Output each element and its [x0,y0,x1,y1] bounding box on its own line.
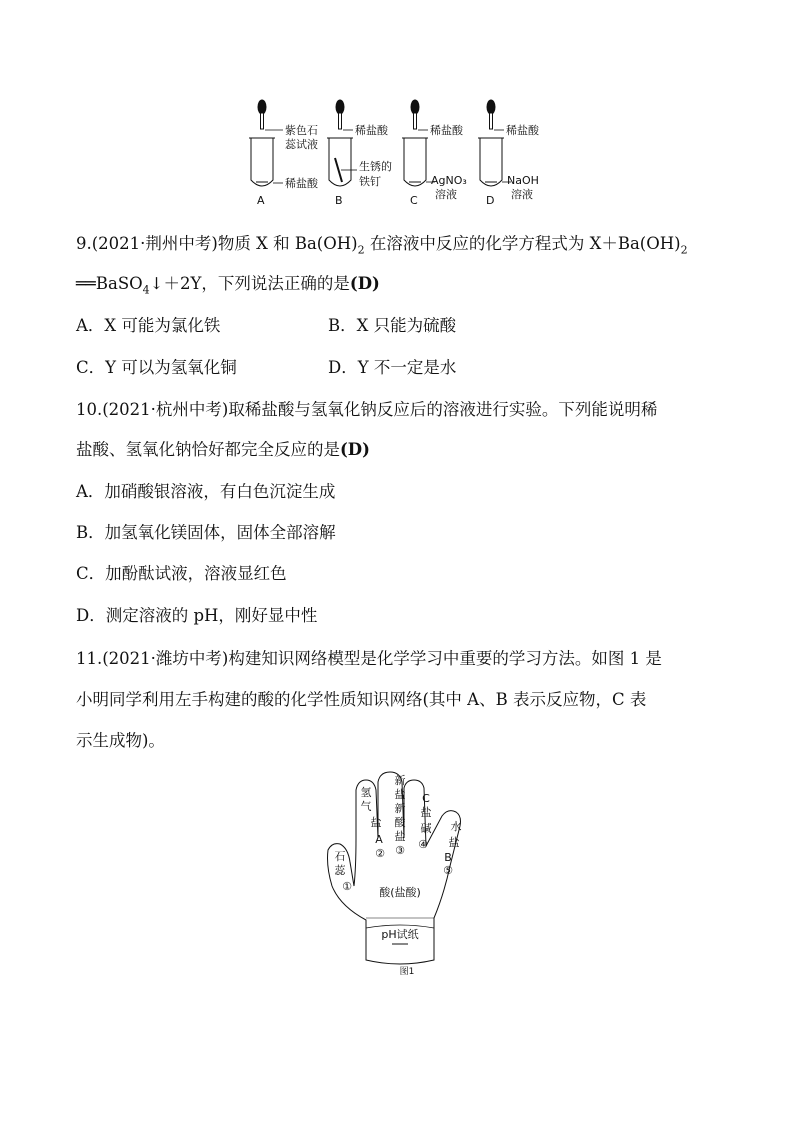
thumb-number: ① [342,880,352,893]
q11-line-2: 小明同学利用左手构建的酸的化学性质知识网络(其中 A、B 表示反应物，C 表 [76,690,647,709]
tube-d-bottom-label-1: NaOH [507,174,539,187]
pinky-label-1: 水 [450,820,462,833]
tube-d-letter: D [486,194,495,207]
middle-label-2: 盐 [394,788,406,801]
q10-line-1: 10.(2021·杭州中考)取稀盐酸与氢氧化钠反应后的溶液进行实验。下列能说明稀 [76,400,658,419]
figure-caption: 图1 [399,967,415,977]
q10-line-2 [76,438,370,462]
tube-d-bottom-label-2: 溶液 [511,188,533,201]
middle-label-1: 新 [394,774,406,787]
tube-b-dropper-icon [336,100,344,129]
ring-label-2: 盐 [420,806,432,819]
q9-option-c: C．Y 可以为氢氧化铜 [76,358,237,377]
q9-option-b: B．X 只能为硫酸 [328,316,457,335]
middle-label-3: 新 [394,802,406,815]
index-letter: A [375,833,383,846]
q10-option-a: A．加硝酸银溶液，有白色沉淀生成 [76,482,336,501]
q9-line-2 [76,272,380,302]
q9-line1-prefix: 9.(2021·荆州中考)物质 X 和 Ba(OH) [76,234,358,253]
q9-sub-3: 4 [142,283,150,297]
middle-number: ③ [395,844,405,857]
index-label-3: 盐 [370,816,382,829]
pinky-number: ⑤ [443,864,453,877]
thumb-label-1: 石 [334,850,346,863]
pinky-label-2: 盐 [448,836,460,849]
tube-a-top-label-1: 紫色石 [285,124,318,137]
middle-label-4: 酸 [394,816,406,829]
q10-line2-text: 盐酸、氢氧化钠恰好都完全反应的是 [76,440,340,459]
ring-label-1: C [422,792,430,805]
tube-c-bottom-label-2: 溶液 [435,188,457,201]
tube-b-mid-label-1: 生锈的 [359,160,392,173]
q9-sub-2: 2 [680,243,688,257]
tube-a-top-label-2: 蕊试液 [285,138,318,151]
tube-c-bottom-label-1: AgNO₃ [431,174,467,187]
index-number: ② [375,847,385,860]
tube-c-dropper-icon [411,100,419,129]
middle-label-5: 盐 [394,830,406,843]
thumb-label-2: 蕊 [334,864,346,877]
q9-sub-1: 2 [357,243,365,257]
test-tube-figure [245,98,565,210]
q11-line-1: 11.(2021·潍坊中考)构建知识网络模型是化学学习中重要的学习方法。如图 1 是 [76,649,662,668]
index-label-2: 气 [360,800,372,813]
q11-line-3: 示生成物)。 [76,731,165,750]
q10-option-c: C．加酚酞试液，溶液显红色 [76,564,287,583]
tube-d-top-label: 稀盐酸 [506,124,539,137]
q9-line1-mid: 在溶液中反应的化学方程式为 X＋Ba(OH) [364,234,681,253]
q10-option-d: D．测定溶液的 pH，刚好显中性 [76,606,318,625]
q9-line-1 [76,232,688,262]
ring-label-3: 碱 [420,822,432,835]
q9-option-a: A．X 可能为氯化铁 [76,316,221,335]
ring-number: ④ [418,838,428,851]
tube-a-dropper-icon [258,100,266,129]
palm-label: 酸(盐酸) [379,886,421,899]
pinky-letter: B [444,851,452,864]
tube-d-icon [480,138,502,186]
tube-c-icon [404,138,426,186]
q10-answer: (D) [340,440,370,459]
tube-d-dropper-icon [487,100,495,129]
tube-b-mid-label-2: 铁钉 [359,175,381,188]
hand-diagram [318,768,482,980]
q9-line2-rest: ↓＋2Y，下列说法正确的是 [149,274,350,293]
wrist-label: pH试纸 [381,928,419,941]
tube-b-letter: B [335,194,343,207]
q9-equation: ══BaSO [76,274,143,293]
tube-b-icon [329,138,351,186]
tube-c-top-label: 稀盐酸 [430,124,463,137]
q9-option-d: D．Y 不一定是水 [328,358,457,377]
q10-option-b: B．加氢氧化镁固体，固体全部溶解 [76,523,336,542]
tube-b-top-label: 稀盐酸 [355,124,388,137]
tube-a-bottom-label: 稀盐酸 [285,177,318,190]
tube-c-letter: C [410,194,418,207]
q9-answer: (D) [349,274,380,293]
tube-a-letter: A [257,194,265,207]
index-label-1: 氢 [360,786,372,799]
tube-a-icon [251,138,273,186]
